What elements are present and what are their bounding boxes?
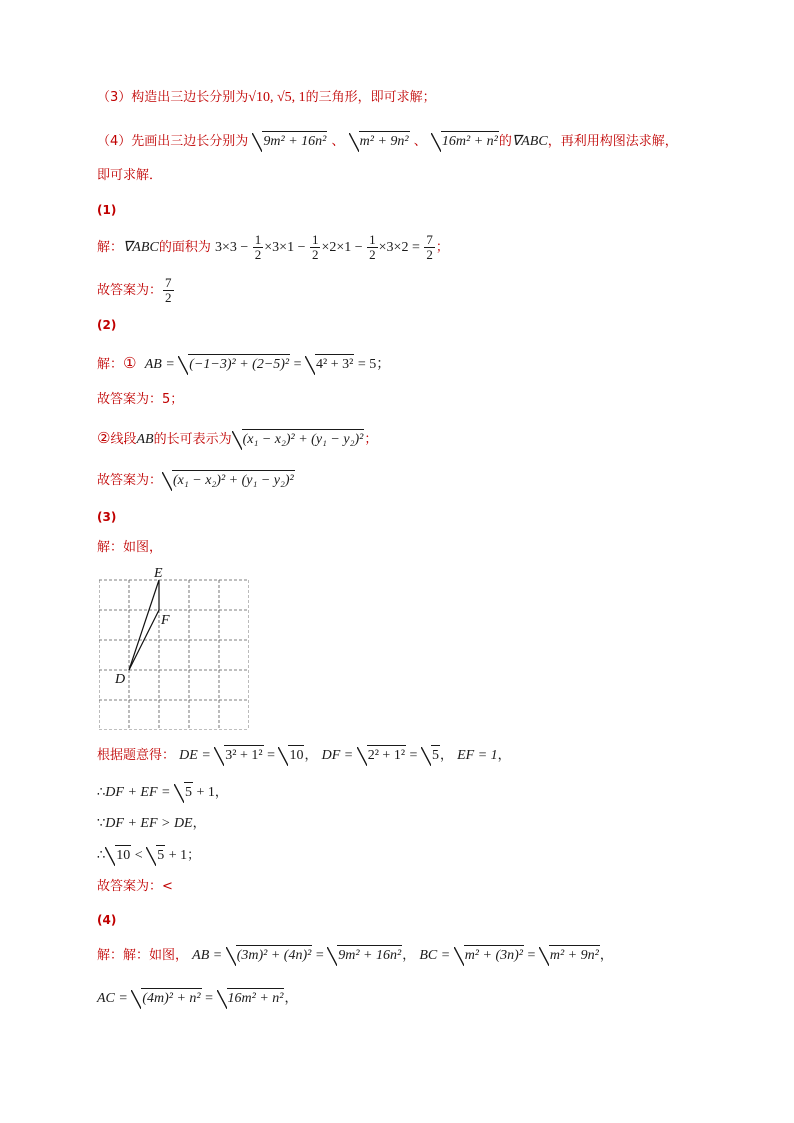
hint-4-suffix: ，再利用构图法求解， bbox=[547, 134, 678, 149]
expr: AB = bbox=[144, 357, 179, 372]
circle-1: ① bbox=[123, 354, 137, 372]
sqrt-ab-val: 9m² + 16n² bbox=[327, 945, 402, 966]
solution-2b bbox=[97, 428, 377, 450]
expr: DF + EF > DE bbox=[105, 816, 193, 831]
expr: AC = bbox=[97, 991, 132, 1006]
sqrt-ac-val: 16m² + n² bbox=[217, 988, 285, 1009]
punct: ， bbox=[402, 948, 416, 963]
sqrt-bc: m² + (3n)² bbox=[454, 945, 524, 966]
part-1-label: (1) bbox=[97, 203, 117, 217]
sqrt-5: 5 bbox=[174, 782, 193, 803]
punct: ， bbox=[284, 991, 298, 1006]
expr: = bbox=[523, 948, 539, 963]
expr: = bbox=[263, 748, 279, 763]
answer-1 bbox=[97, 276, 175, 306]
solution-prefix: 解： bbox=[97, 240, 124, 255]
sqrt-a: 9m² + 16n² bbox=[252, 131, 327, 152]
solution-3a-prefix: 根据题意得： bbox=[97, 748, 176, 763]
triangle-abc: ∇ABC bbox=[123, 240, 159, 255]
solution-2b-text: 线段 bbox=[110, 432, 137, 447]
hint-3-text: （3）构造出三边长分别为 bbox=[97, 90, 249, 105]
sqrt-5: 5 bbox=[421, 745, 440, 766]
fraction-half: $\frac{1}{2}$ bbox=[369, 232, 376, 262]
punct: ； bbox=[435, 240, 449, 255]
expr: = 5； bbox=[354, 357, 391, 372]
because-symbol: ∵ bbox=[97, 816, 106, 831]
expr: + 1 bbox=[165, 848, 188, 863]
segment-de bbox=[129, 580, 159, 670]
expr: ×2×1 − bbox=[321, 240, 367, 255]
solution-2 bbox=[97, 353, 390, 375]
triangle-abc: ∇ABC bbox=[511, 134, 548, 149]
label-e: E bbox=[154, 566, 163, 581]
expr: = bbox=[406, 748, 421, 763]
grid-lines bbox=[99, 580, 249, 730]
circle-2: ② bbox=[97, 429, 111, 447]
answer-2b bbox=[97, 470, 295, 491]
solution-3c bbox=[97, 814, 206, 834]
segment-ab: AB bbox=[136, 432, 154, 447]
sqrt-ab: (3m)² + (4n)² bbox=[226, 945, 313, 966]
punct: ， bbox=[439, 748, 453, 763]
expr: DF = bbox=[321, 748, 357, 763]
label-d: D bbox=[115, 672, 126, 687]
solution-3-intro: 解：如图， bbox=[97, 540, 163, 555]
expr: + 1 bbox=[192, 785, 215, 800]
sqrt-c: 16m² + n² bbox=[431, 131, 499, 152]
solution-3b bbox=[97, 782, 228, 803]
solution-4a bbox=[97, 945, 613, 966]
grid-figure-svg bbox=[99, 565, 249, 730]
answer-3: 故答案为：< bbox=[97, 879, 173, 894]
punct: ， bbox=[192, 816, 206, 831]
solution-1-text: 的面积为 bbox=[158, 240, 211, 255]
expr: DE = bbox=[179, 748, 215, 763]
punct: ， bbox=[497, 748, 511, 763]
fraction-half: $\frac{1}{2}$ bbox=[311, 232, 319, 262]
part-3-label: (3) bbox=[97, 510, 117, 524]
answer-label: 故答案为： bbox=[97, 283, 163, 298]
fraction-half: $\frac{1}{2}$ bbox=[254, 232, 262, 262]
solution-4a-prefix: 解：解：如图， bbox=[97, 948, 189, 963]
part-2-label: (2) bbox=[97, 318, 117, 332]
separator: 、 bbox=[413, 134, 427, 149]
expr: ×3×1 − bbox=[264, 240, 309, 255]
expr: ×3×2 = bbox=[378, 240, 424, 255]
therefore-symbol: ∴ bbox=[97, 848, 106, 863]
hint-3-math: √10, √5, 1 bbox=[248, 90, 306, 105]
punct: ， bbox=[599, 948, 613, 963]
sqrt-bc-val: m² + 9n² bbox=[539, 945, 600, 966]
therefore-symbol: ∴ bbox=[97, 785, 106, 800]
solution-4b bbox=[97, 988, 298, 1009]
hint-4 bbox=[97, 131, 678, 152]
expr: 3×3 − bbox=[214, 240, 252, 255]
punct: ， bbox=[214, 785, 228, 800]
answer-label: 故答案为： bbox=[97, 473, 163, 488]
punct: ； bbox=[364, 432, 378, 447]
sqrt-ab: (−1−3)² + (2−5)² bbox=[178, 354, 290, 375]
expr: BC = bbox=[419, 948, 454, 963]
expr: < bbox=[131, 848, 147, 863]
triangle-def bbox=[129, 580, 159, 670]
solution-3a bbox=[97, 745, 511, 766]
solution-3d bbox=[97, 845, 200, 866]
separator: 、 bbox=[331, 134, 345, 149]
expr: EF = 1 bbox=[457, 748, 498, 763]
grid-figure bbox=[99, 565, 249, 730]
hint-3-suffix: 的三角形，即可求解； bbox=[305, 90, 436, 105]
fraction-result: $\frac{7}{2}$ bbox=[426, 232, 433, 262]
expr: DF + EF = bbox=[105, 785, 174, 800]
sqrt-ab2: 4² + 3² bbox=[305, 354, 354, 375]
hint-4-text: （4）先画出三边长分别为 bbox=[97, 134, 249, 149]
sqrt-distance: (x₁ − x₂)² + (y₁ − y₂)² bbox=[232, 429, 365, 450]
punct: ； bbox=[187, 848, 201, 863]
label-f: F bbox=[161, 613, 170, 628]
hint-4-cont: 即可求解． bbox=[97, 168, 163, 183]
expr: = bbox=[201, 991, 217, 1006]
part-4-label: (4) bbox=[97, 913, 117, 927]
sqrt-df: 2² + 1² bbox=[357, 745, 406, 766]
sqrt-10: 10 bbox=[278, 745, 304, 766]
answer-sqrt: (x₁ − x₂)² + (y₁ − y₂)² bbox=[162, 470, 295, 491]
answer-2: 故答案为：5； bbox=[97, 392, 184, 407]
solution-prefix: 解： bbox=[97, 357, 124, 372]
solution-1 bbox=[97, 233, 449, 263]
sqrt-10: 10 bbox=[105, 845, 131, 866]
expr: = bbox=[312, 948, 328, 963]
expr: AB = bbox=[192, 948, 226, 963]
hint-4-mid: 的 bbox=[498, 134, 512, 149]
punct: ， bbox=[304, 748, 318, 763]
sqrt-5: 5 bbox=[146, 845, 165, 866]
sqrt-ac: (4m)² + n² bbox=[131, 988, 201, 1009]
sqrt-b: m² + 9n² bbox=[349, 131, 410, 152]
solution-2b-text2: 的长可表示为 bbox=[153, 432, 232, 447]
hint-3 bbox=[97, 88, 436, 108]
expr: = bbox=[290, 357, 306, 372]
sqrt-de: 3² + 1² bbox=[214, 745, 263, 766]
answer-fraction: $\frac{7}{2}$ bbox=[165, 275, 172, 305]
